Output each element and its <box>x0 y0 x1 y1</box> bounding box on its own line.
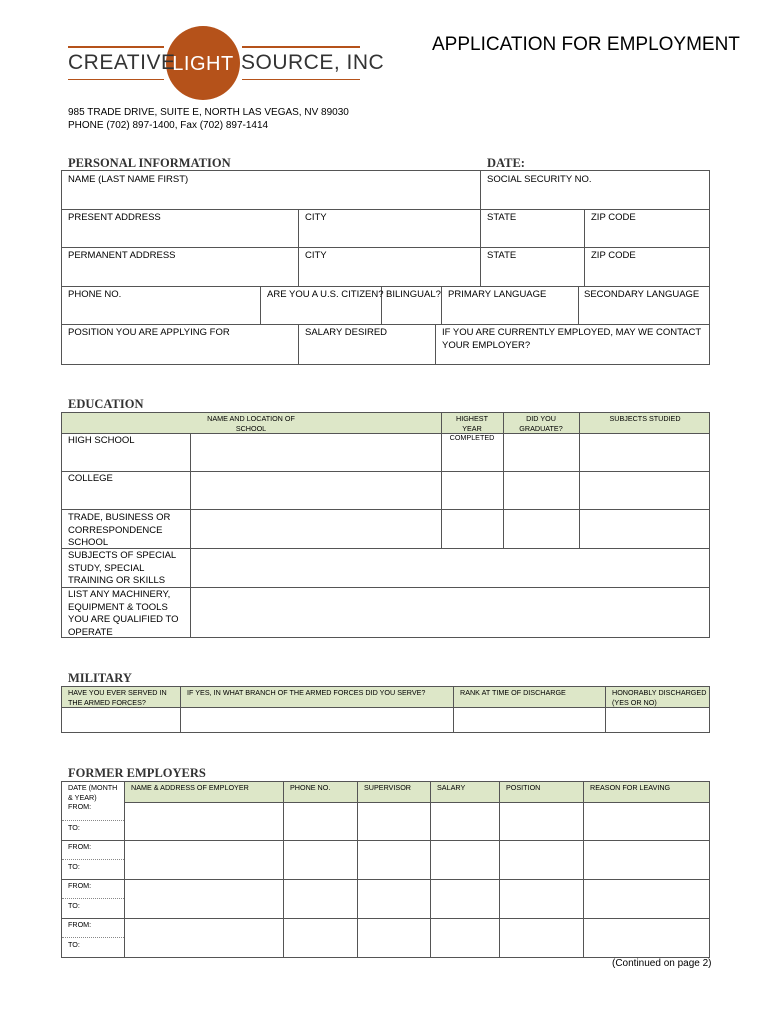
col-phone: PHONE NO. <box>290 783 331 792</box>
secondary-language-field[interactable]: SECONDARY LANGUAGE <box>584 289 700 300</box>
col-subjects-studied: SUBJECTS STUDIED <box>609 414 681 423</box>
phone-field[interactable]: PHONE NO. <box>68 289 122 300</box>
present-address-field[interactable]: PRESENT ADDRESS <box>68 212 161 223</box>
logo-rule-left <box>68 46 164 48</box>
employers-heading: FORMER EMPLOYERS <box>68 766 206 780</box>
ssn-field[interactable]: SOCIAL SECURITY NO. <box>487 174 592 185</box>
col-salary: SALARY <box>437 783 466 792</box>
permanent-city-field[interactable]: CITY <box>305 250 327 261</box>
col-branch: IF YES, IN WHAT BRANCH OF THE ARMED FORCES DID YOU SERVE? <box>187 688 426 697</box>
education-heading: EDUCATION <box>68 397 144 411</box>
company-address: 985 TRADE DRIVE, SUITE E, NORTH LAS VEGAS, NV 89030 <box>68 107 349 118</box>
row-college: COLLEGE <box>68 473 113 484</box>
company-phone: PHONE (702) 897-1400, Fax (702) 897-1414 <box>68 120 269 131</box>
employer-2-to[interactable]: TO: <box>68 862 80 871</box>
logo-word-creative: CREATIVE <box>68 51 176 74</box>
permanent-zip-field[interactable]: ZIP CODE <box>591 250 636 261</box>
permanent-address-field[interactable]: PERMANENT ADDRESS <box>68 250 176 261</box>
date-label: DATE: <box>487 156 525 170</box>
employer-4-from[interactable]: FROM: <box>68 920 92 929</box>
employer-1-from[interactable]: FROM: <box>68 802 92 811</box>
row-trade-school: TRADE, BUSINESS OR CORRESPONDENCE SCHOOL <box>68 512 171 548</box>
present-state-field[interactable]: STATE <box>487 212 517 223</box>
employer-1-to[interactable]: TO: <box>68 823 80 832</box>
permanent-state-field[interactable]: STATE <box>487 250 517 261</box>
page-title: APPLICATION FOR EMPLOYMENT <box>432 34 740 55</box>
contact-employer-field[interactable]: IF YOU ARE CURRENTLY EMPLOYED, MAY WE CONTACT YOUR EMPLOYER? <box>442 327 702 351</box>
col-reason: REASON FOR LEAVING <box>590 783 671 792</box>
row-special-study: SUBJECTS OF SPECIAL STUDY, SPECIAL TRAINING OR SKILLS <box>68 550 176 586</box>
continued-note: (Continued on page 2) <box>612 958 712 969</box>
personal-heading: PERSONAL INFORMATION <box>68 156 231 170</box>
position-field[interactable]: POSITION YOU ARE APPLYING FOR <box>68 327 230 338</box>
col-employer-name: NAME & ADDRESS OF EMPLOYER <box>131 783 249 792</box>
present-city-field[interactable]: CITY <box>305 212 327 223</box>
logo-word-source: SOURCE, INC <box>241 51 385 74</box>
logo-rule-bottom-right <box>242 79 360 80</box>
col-position: POSITION <box>506 783 541 792</box>
present-zip-field[interactable]: ZIP CODE <box>591 212 636 223</box>
employers-table <box>61 781 710 958</box>
logo-word-light: LIGHT <box>172 53 234 75</box>
row-machinery: LIST ANY MACHINERY, EQUIPMENT & TOOLS YOU ARE QUALIFIED TO OPERATE <box>68 589 179 638</box>
citizen-field[interactable]: ARE YOU A U.S. CITIZEN? <box>267 289 384 300</box>
col-date: DATE (MONTH & YEAR) <box>68 783 118 802</box>
military-heading: MILITARY <box>68 671 132 685</box>
col-rank: RANK AT TIME OF DISCHARGE <box>460 688 566 697</box>
employer-3-to[interactable]: TO: <box>68 901 80 910</box>
salary-field[interactable]: SALARY DESIRED <box>305 327 388 338</box>
employer-3-from[interactable]: FROM: <box>68 881 92 890</box>
col-honorable: HONORABLY DISCHARGED (YES OR NO) <box>612 688 707 707</box>
col-did-graduate: DID YOU GRADUATE? <box>519 414 563 433</box>
col-served: HAVE YOU EVER SERVED IN THE ARMED FORCES? <box>68 688 167 707</box>
logo-rule-right <box>242 46 360 48</box>
primary-language-field[interactable]: PRIMARY LANGUAGE <box>448 289 547 300</box>
employer-2-from[interactable]: FROM: <box>68 842 92 851</box>
bilingual-field[interactable]: BILINGUAL? <box>386 289 441 300</box>
col-highest-year: HIGHEST YEAR COMPLETED <box>449 414 495 442</box>
col-school-name: NAME AND LOCATION OF SCHOOL <box>207 414 295 433</box>
col-supervisor: SUPERVISOR <box>364 783 411 792</box>
logo-rule-bottom-left <box>68 79 164 80</box>
employer-4-to[interactable]: TO: <box>68 940 80 949</box>
row-high-school: HIGH SCHOOL <box>68 435 135 446</box>
name-field[interactable]: NAME (LAST NAME FIRST) <box>68 174 189 185</box>
